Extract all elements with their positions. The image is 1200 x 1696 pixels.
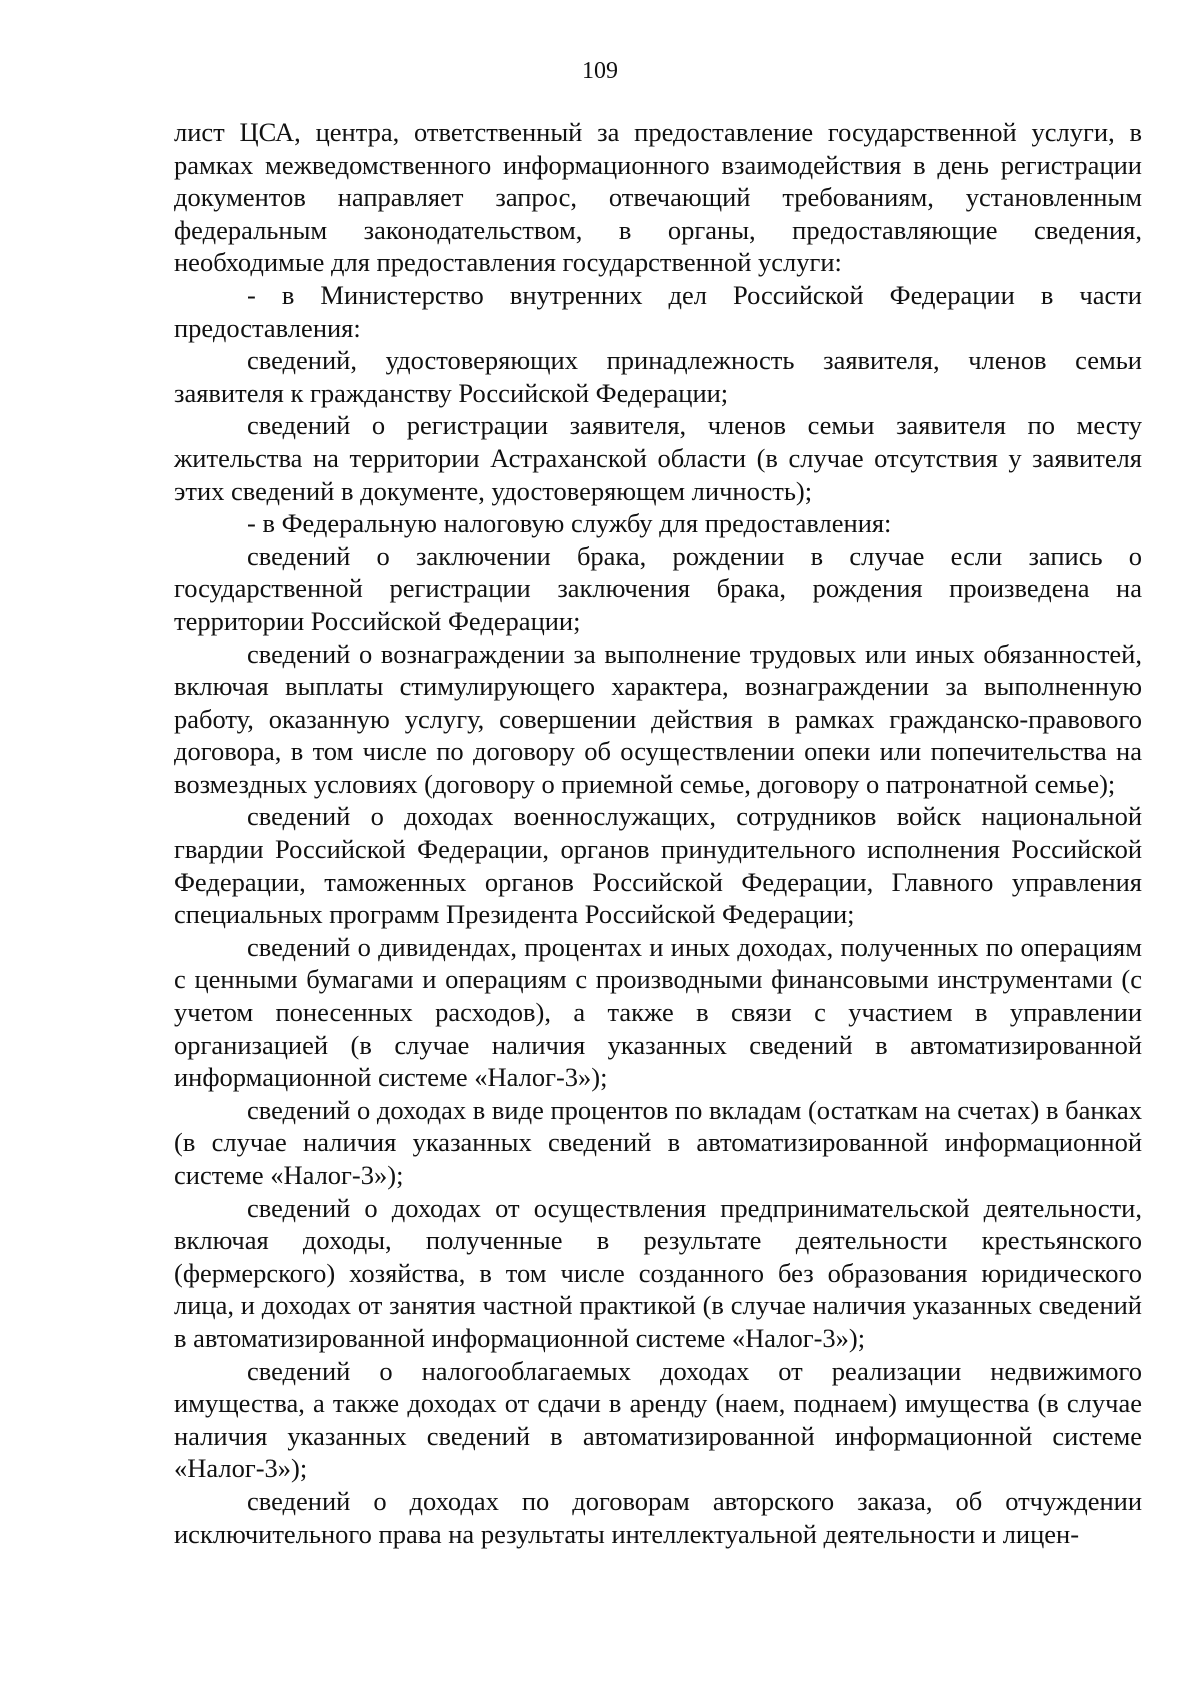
paragraph: сведений о доходах по договорам авторского заказа, об отчуждении исключительного права на результаты интеллектуальной деятельности и лицен-: [174, 1485, 1142, 1549]
paragraph: сведений, удостоверяющих принадлежность заявителя, членов семьи заявителя к гражданству Российской Федерации;: [174, 345, 1142, 408]
paragraph: - в Министерство внутренних дел Российской Федерации в части предоставления:: [174, 279, 1142, 343]
paragraph: сведений о доходах военнослужащих, сотрудников войск национальной гвардии Российской Федерации, органов принудительного исполнения Российской Федерации, таможенных органов Российской Федерации, Главного управления специальных программ Президента Российской Федерации;: [174, 801, 1142, 930]
paragraph: сведений о вознаграждении за выполнение трудовых или иных обязанностей, включая выплаты стимулирующего характера, вознаграждении за выполненную работу, оказанную услугу, совершении действия в рамках гражданско-правового договора, в том числе по договору об осуществлении опеки или попечительства на возмездных условиях (договору о приемной семье, договору о патронатной семье);: [174, 638, 1142, 799]
document-body: [174, 116, 1142, 1550]
paragraph: сведений о доходах в виде процентов по вкладам (остаткам на счетах) в банках (в случае наличия указанных сведений в автоматизированной информационной системе «Налог-3»);: [174, 1094, 1142, 1190]
paragraph: лист ЦСА, центра, ответственный за предоставление государственной услуги, в рамках межведомственного информационного взаимодействия в день регистрации документов направляет запрос, отвечающий требованиям, установленным федеральным законодательством, в органы, предоставляющие сведения, необходимые для предоставления государственной услуги:: [174, 117, 1142, 278]
paragraph: сведений о дивидендах, процентах и иных доходах, полученных по операциям с ценными бумагами и операциям с производными финансовыми инструментами (с учетом понесенных расходов), а также в связи с участием в управлении организацией (в случае наличия указанных сведений в автоматизированной информационной системе «Налог-3»);: [174, 931, 1142, 1093]
paragraph: - в Федеральную налоговую службу для предоставления:: [247, 508, 892, 539]
paragraph: сведений о регистрации заявителя, членов семьи заявителя по месту жительства на территории Астраханской области (в случае отсутствия у заявителя этих сведений в документе, удостоверяющем личность);: [174, 410, 1142, 506]
paragraph: сведений о налогооблагаемых доходах от реализации недвижимого имущества, а также доходах от сдачи в аренду (наем, поднаем) имущества (в случае наличия указанных сведений в автоматизированной информационной системе «Налог-3»);: [174, 1355, 1142, 1484]
paragraph: сведений о заключении брака, рождении в случае если запись о государственной регистрации заключения брака, рождения произведена на территории Российской Федерации;: [174, 540, 1142, 636]
page-number: 109: [582, 58, 618, 84]
paragraph: сведений о доходах от осуществления предпринимательской деятельности, включая доходы, полученные в результате деятельности крестьянского (фермерского) хозяйства, в том числе созданного без образования юридического лица, и доходах от занятия частной практикой (в случае наличия указанных сведений в автоматизированной информационной системе «Налог-3»);: [174, 1192, 1142, 1353]
